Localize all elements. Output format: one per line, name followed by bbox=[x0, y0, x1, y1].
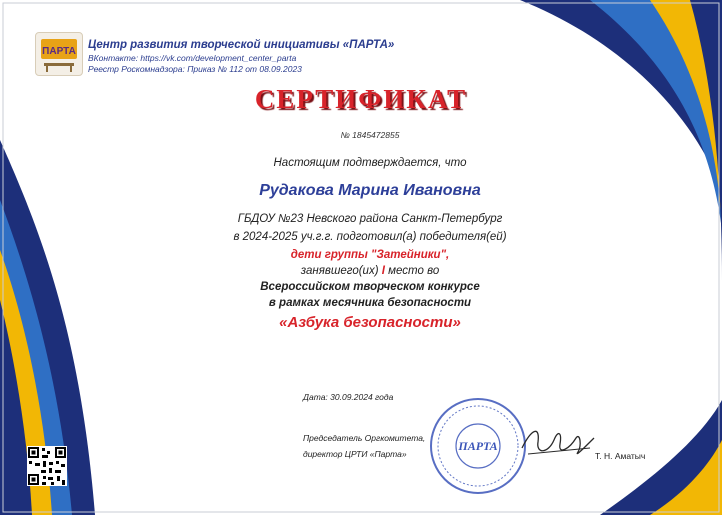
parta-logo bbox=[35, 32, 83, 76]
group-line: дети группы "Затейники", bbox=[290, 249, 450, 261]
signatory-title-2: директор ЦРТИ «Парта» bbox=[303, 449, 407, 459]
signatory-name: Т. Н. Аматыч bbox=[595, 451, 646, 461]
issue-date: Дата: 30.09.2024 года bbox=[303, 392, 394, 402]
place-prefix: занявшего(их) bbox=[300, 265, 382, 277]
contest-line-1: Всероссийском творческом конкурсе bbox=[260, 281, 480, 293]
qr-code[interactable] bbox=[27, 446, 67, 486]
place-line bbox=[140, 265, 600, 277]
organization-header bbox=[88, 38, 394, 75]
stamp-label: ПАРТА bbox=[458, 439, 498, 453]
signatory-title-1: Председатель Оргкомитета, bbox=[303, 433, 426, 443]
confirmation-text: Настоящим подтверждается, что bbox=[273, 157, 467, 169]
recipient-name: Рудакова Марина Ивановна bbox=[259, 182, 481, 199]
vk-link[interactable]: ВКонтакте: https://vk.com/development_center_parta bbox=[88, 53, 297, 63]
organization-name: Центр развития творческой инициативы «ПАРТА» bbox=[88, 39, 395, 51]
registry-info: Реестр Роскомнадзора: Приказ № 112 от 08.09.2023 bbox=[88, 64, 302, 74]
academic-year-line: в 2024-2025 уч.г.г. подготовил(а) победителя(ей) bbox=[233, 231, 507, 243]
place-suffix: место во bbox=[384, 265, 440, 277]
contest-line-2: в рамках месячника безопасности bbox=[268, 297, 472, 309]
handwritten-signature bbox=[518, 418, 598, 468]
logo-wordmark: ПАРТА bbox=[42, 46, 76, 57]
official-stamp bbox=[428, 396, 528, 496]
place-number: I bbox=[381, 265, 385, 277]
contest-name: «Азбука безопасности» bbox=[279, 314, 461, 331]
institution-line: ГБДОУ №23 Невского района Санкт-Петербург bbox=[237, 213, 503, 225]
certificate-number: № 1845472855 bbox=[340, 130, 400, 140]
certificate-title: СЕРТИФИКАТ bbox=[254, 84, 468, 114]
